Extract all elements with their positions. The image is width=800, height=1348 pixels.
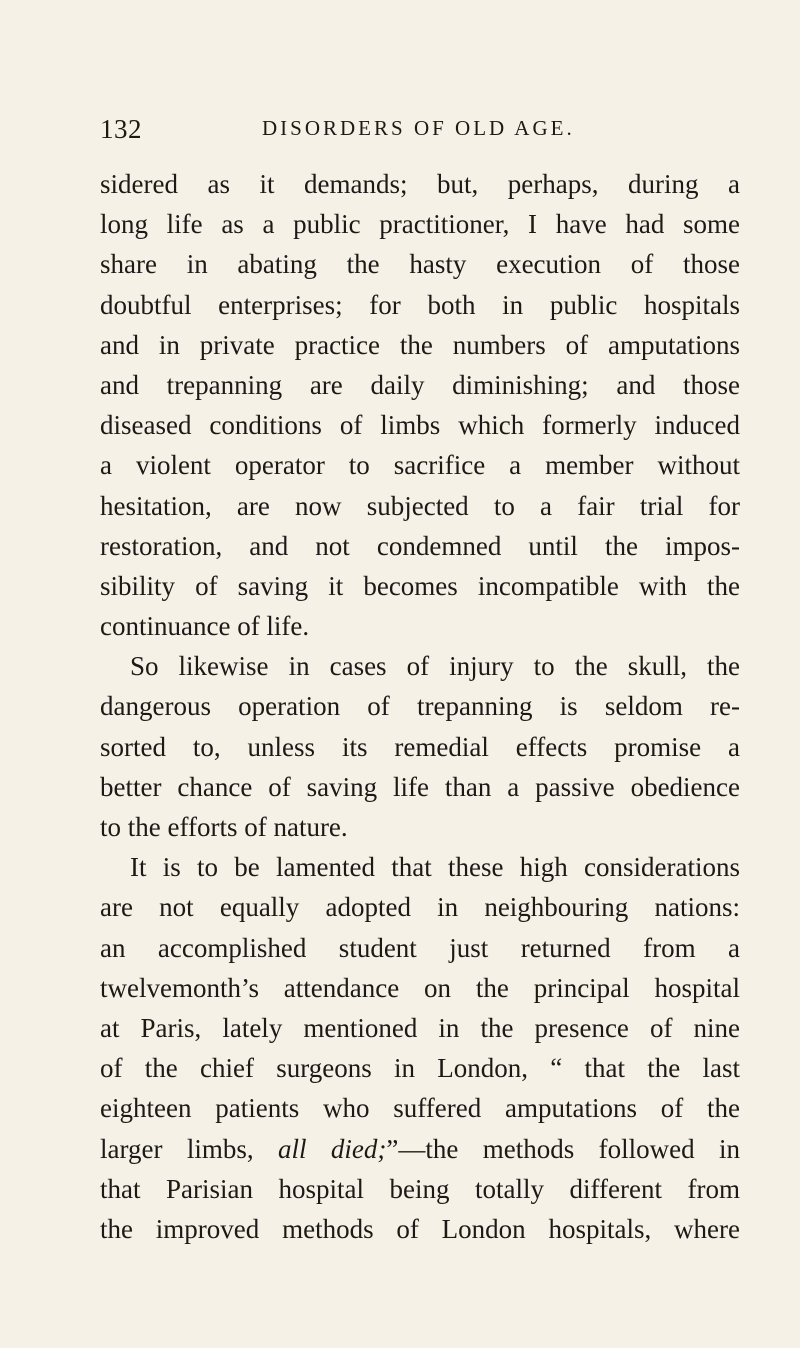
text-line: that Parisian hospital being totally different from <box>100 1173 740 1204</box>
text-line: at Paris, lately mentioned in the presence of nine <box>100 1012 740 1043</box>
text-line: share in abating the hasty execution of those <box>100 249 740 280</box>
text-line: and trepanning are daily diminishing; and those <box>100 369 740 400</box>
text-segment: ”—the methods followed in <box>386 1133 740 1164</box>
text-line: restoration, and not condemned until the impos- <box>100 530 740 561</box>
text-line: sibility of saving it becomes incompatible with the <box>100 570 740 601</box>
text-line: the improved methods of London hospitals, where <box>100 1213 740 1244</box>
text-line: sidered as it demands; but, perhaps, during a <box>100 169 740 199</box>
page-header <box>100 114 740 154</box>
paragraph-start-line: So likewise in cases of injury to the skull, the <box>130 651 740 682</box>
text-line: an accomplished student just returned from a <box>100 932 740 963</box>
text-line: diseased conditions of limbs which formerly induced <box>100 410 740 441</box>
running-head: DISORDERS OF OLD AGE. <box>262 116 575 140</box>
paragraph-end-line: continuance of life. <box>100 611 310 642</box>
text-line: eighteen patients who suffered amputations of the <box>100 1093 740 1124</box>
paragraph-end-line: to the efforts of nature. <box>100 812 348 842</box>
text-line: hesitation, are now subjected to a fair trial for <box>100 490 740 521</box>
text-line: doubtful enterprises; for both in public hospitals <box>100 289 740 320</box>
text-line: twelvemonth’s attendance on the principal hospital <box>100 972 740 1003</box>
text-line-with-italic <box>100 1129 740 1169</box>
text-line: dangerous operation of trepanning is seldom re- <box>100 691 740 722</box>
text-line: and in private practice the numbers of amputations <box>100 329 740 360</box>
italic-quote: all died; <box>278 1133 387 1164</box>
paragraph-start-line: It is to be lamented that these high considerations <box>130 852 740 883</box>
text-segment: larger limbs, <box>100 1133 279 1164</box>
page-number: 132 <box>100 114 142 144</box>
text-line: better chance of saving life than a passive obedience <box>100 771 740 802</box>
text-line: are not equally adopted in neighbouring nations: <box>100 892 740 923</box>
text-line: a violent operator to sacrifice a member without <box>100 450 740 481</box>
text-line: sorted to, unless its remedial effects promise a <box>100 731 740 762</box>
text-line: of the chief surgeons in London, “ that the last <box>100 1053 740 1084</box>
body-text <box>100 164 740 1249</box>
text-line: long life as a public practitioner, I have had some <box>100 209 740 240</box>
